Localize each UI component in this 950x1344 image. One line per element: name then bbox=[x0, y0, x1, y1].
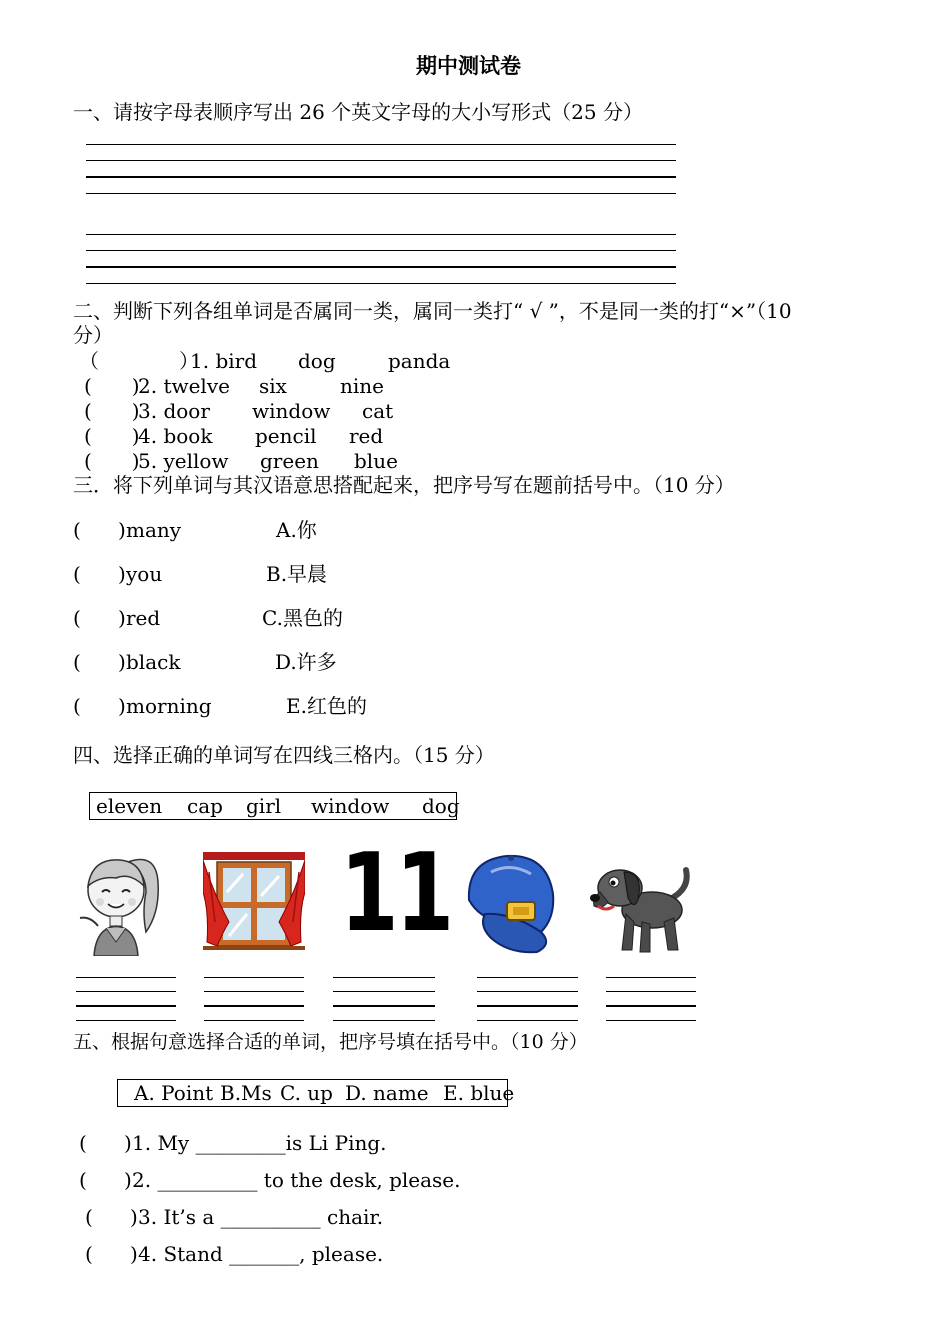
section-4-heading: 四、选择正确的单词写在四线三格内。（15 分） bbox=[73, 743, 495, 767]
s2-word: red bbox=[349, 424, 384, 448]
answer-paren-close: ) bbox=[130, 1205, 138, 1229]
option-item: B.Ms bbox=[220, 1081, 272, 1105]
answer-paren[interactable]: ( bbox=[73, 606, 81, 630]
s3-meaning: A.你 bbox=[276, 518, 317, 542]
option-item: A. Point bbox=[134, 1081, 214, 1105]
options-box bbox=[117, 1079, 515, 1107]
s3-word: red bbox=[126, 606, 161, 630]
answer-paren-close: ) bbox=[118, 606, 126, 630]
s2-word: 2. twelve bbox=[138, 374, 230, 398]
section-1-heading: 一、请按字母表顺序写出 26 个英文字母的大小写形式（25 分） bbox=[73, 100, 643, 124]
s2-word: dog bbox=[298, 349, 336, 373]
answer-paren[interactable]: ( bbox=[85, 1205, 93, 1229]
dog-picture bbox=[590, 858, 696, 956]
s2-word: panda bbox=[388, 349, 451, 373]
word-bank-item: eleven bbox=[96, 794, 163, 818]
s5-sentence: 3. It’s a __________ chair. bbox=[138, 1205, 384, 1229]
word-bank-item: girl bbox=[246, 794, 282, 818]
page-title: 期中测试卷 bbox=[416, 53, 521, 78]
s3-meaning: C.黑色的 bbox=[262, 606, 343, 630]
answer-paren[interactable]: ( bbox=[73, 694, 81, 718]
answer-paren[interactable]: ( ) bbox=[84, 424, 140, 448]
word-bank-item: window bbox=[311, 794, 390, 818]
answer-paren-close: ) bbox=[118, 518, 126, 542]
answer-paren[interactable]: ( bbox=[85, 1242, 93, 1266]
s2-word: 4. book bbox=[138, 424, 213, 448]
s2-word: blue bbox=[354, 449, 398, 473]
answer-paren-close: ) bbox=[118, 562, 126, 586]
word-bank-box bbox=[89, 792, 460, 820]
s3-word: many bbox=[126, 518, 182, 542]
answer-paren[interactable]: ( bbox=[73, 518, 81, 542]
s2-word: window bbox=[252, 399, 331, 423]
s3-meaning: D.许多 bbox=[275, 650, 337, 674]
s2-word: green bbox=[260, 449, 319, 473]
answer-paren-close: ) bbox=[124, 1168, 132, 1192]
answer-paren[interactable]: ( bbox=[73, 650, 81, 674]
answer-paren[interactable]: ( ) bbox=[84, 374, 140, 398]
answer-paren-close: ) bbox=[118, 650, 126, 674]
word-bank-item: dog bbox=[422, 794, 460, 818]
answer-paren-close: ) bbox=[130, 1242, 138, 1266]
answer-paren[interactable]: ( ) bbox=[84, 399, 140, 423]
section-2-heading-cont: 分） bbox=[73, 323, 113, 347]
s2-word: cat bbox=[362, 399, 394, 423]
answer-paren[interactable]: ( ) bbox=[84, 449, 140, 473]
number-eleven-picture: 11 bbox=[340, 831, 451, 956]
option-item: D. name bbox=[345, 1081, 429, 1105]
answer-paren[interactable]: ( bbox=[73, 562, 81, 586]
option-item: E. blue bbox=[443, 1081, 515, 1105]
s3-word: you bbox=[126, 562, 163, 586]
cap-picture bbox=[461, 852, 559, 956]
s2-word: pencil bbox=[255, 424, 317, 448]
s3-word: black bbox=[126, 650, 181, 674]
answer-paren[interactable]: ( bbox=[79, 1131, 87, 1155]
s3-word: morning bbox=[126, 694, 212, 718]
section-5-heading: 五、根据句意选择合适的单词，把序号填在括号中。（10 分） bbox=[73, 1031, 588, 1053]
answer-paren-close: ) bbox=[118, 694, 126, 718]
s5-sentence: 4. Stand _______, please. bbox=[138, 1242, 384, 1266]
s5-sentence: 2. __________ to the desk, please. bbox=[132, 1168, 461, 1192]
s2-word: 5. yellow bbox=[138, 449, 229, 473]
section-2-heading: 二、判断下列各组单词是否属同一类，属同一类打“ √ ”，不是同一类的打“×”（10 bbox=[73, 299, 792, 323]
option-item: C. up bbox=[280, 1081, 333, 1105]
word-bank-item: cap bbox=[187, 794, 223, 818]
answer-paren-close: ) bbox=[124, 1131, 132, 1155]
s2-word: nine bbox=[340, 374, 384, 398]
section-3-heading: 三．将下列单词与其汉语意思搭配起来，把序号写在题前括号中。（10 分） bbox=[73, 473, 735, 497]
s2-word: 3. door bbox=[138, 399, 210, 423]
s3-meaning: B.早晨 bbox=[266, 562, 328, 586]
s2-word: 1. bird bbox=[190, 349, 258, 373]
answer-paren[interactable]: ( bbox=[79, 1168, 87, 1192]
answer-paren[interactable]: （ ） bbox=[79, 349, 199, 373]
s2-word: six bbox=[259, 374, 287, 398]
window-picture bbox=[203, 852, 305, 950]
s3-meaning: E.红色的 bbox=[286, 694, 367, 718]
s5-sentence: 1. My _________is Li Ping. bbox=[132, 1131, 387, 1155]
girl-picture bbox=[76, 852, 166, 956]
